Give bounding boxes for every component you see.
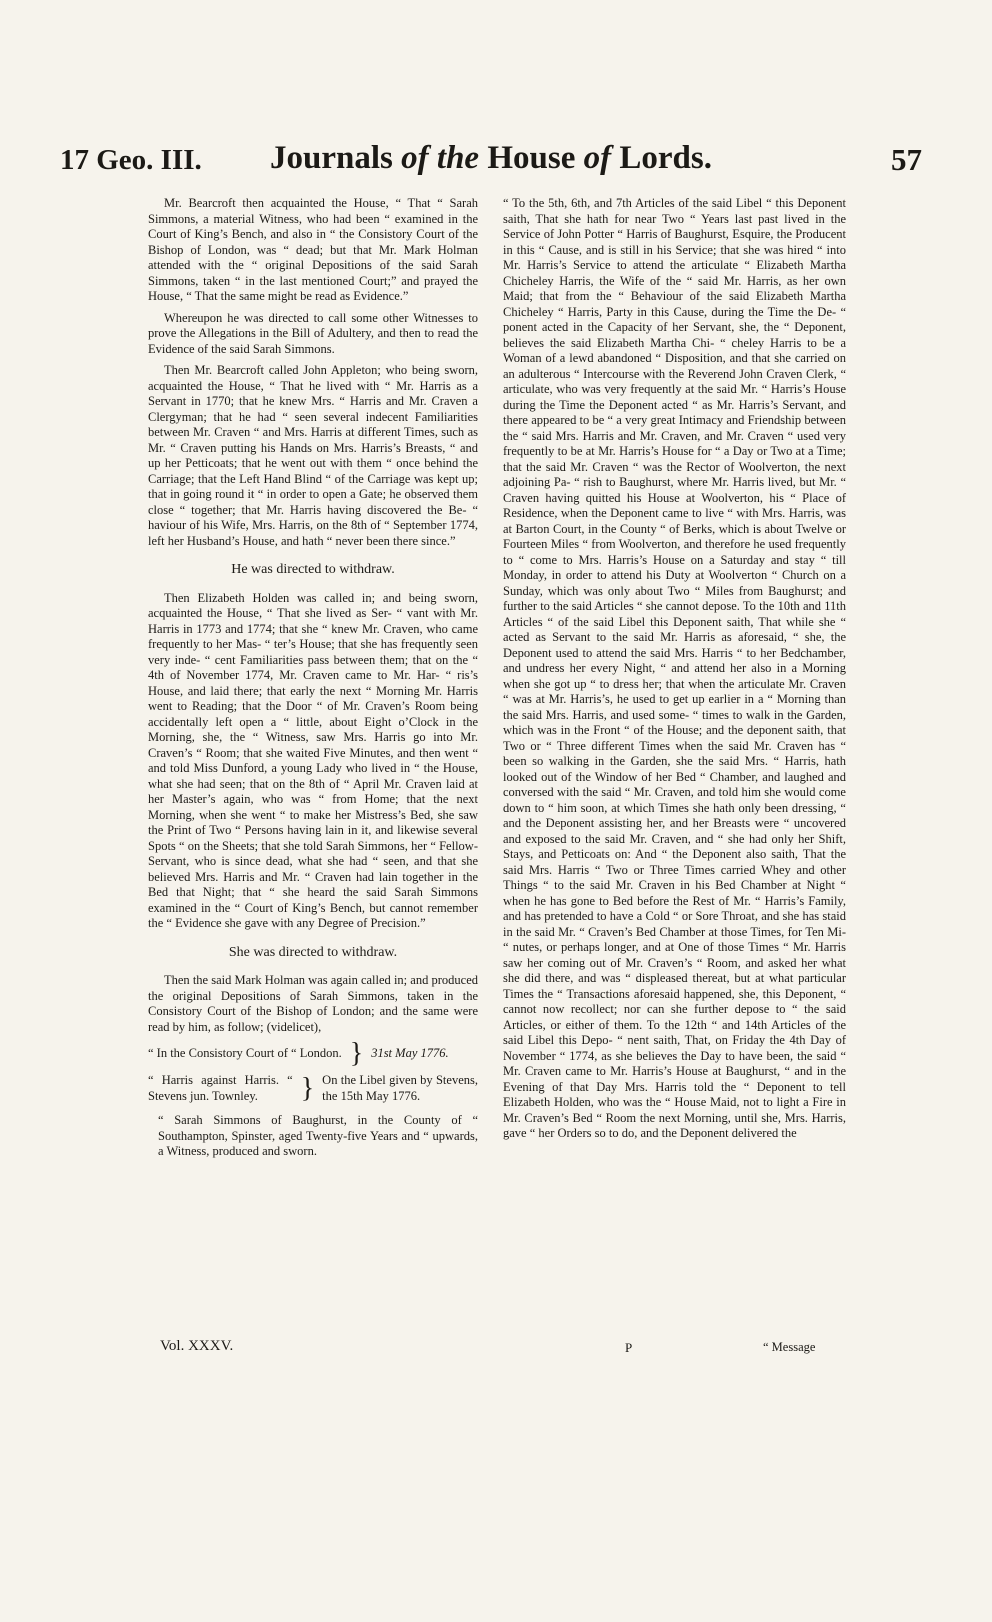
withdraw-note: She was directed to withdraw. [228, 944, 398, 960]
title-part-2: of the [401, 140, 480, 176]
paragraph: “ Sarah Simmons of Baughurst, in the County of “ Southampton, Spinster, aged Twenty-five Years and “ upwards, a Witness, produced and sworn. [158, 1113, 478, 1158]
paragraph: Then Elizabeth Holden was called in; and being sworn, acquainted the House, “ That she lived as Ser- “ vant with Mr. Harris in 1773 and 1774; that she “ knew Mr. Craven, who came frequently to her Mas- “ ter’s House; that she has frequently seen very inde- “ cent Familiarities pass between them; that on the “ 4th of November 1774, Mr. Craven came to Mr. Har- “ ris’s House, and laid there; that early the next “ Morning Mr. Harris went to Reading; that the Door “ of Mr. Craven’s Room being accidentally left open a “ little, about Eight o’Clock in the Morning, she, the “ Witness, saw Mrs. Harris go into Mr. Craven’s “ Room; that she waited Five Minutes, and then went “ and told Miss Dunford, a young Lady who lived in “ the House, what she had seen; that on the 8th of “ April Mr. Craven laid at her Master’s again, who was “ from Home; that the next Morning, when she went “ to make her Mistress’s Bed, she saw the Print of Two “ Persons having lain in it, and likewise several Spots “ on the Sheets; that she told Sarah Simmons, her “ Fellow-Servant, who is since dead, what she had “ seen, and that she believed Mrs. Harris and Mr. “ Craven had lain together in the Bed that Night; that “ she heard the said Sarah Simmons examined in the “ Court of King’s Bench, but cannot remember the “ Evidence she gave with any Degree of Precision.” [148, 590, 478, 930]
right-column [493, 196, 846, 1148]
brace-icon: } [300, 1072, 315, 1104]
paragraph: Mr. Bearcroft then acquainted the House, “ That “ Sarah Simmons, a material Witness, who had been “ examined in the Court of King’s Bench, and also in “ the Consistory Court of the Bishop of London, was “ dead; but that Mr. Mark Holman attended with the “ original Depositions of the said Sarah Simmons, taken “ in the last mentioned Court;” and prayed the House, “ That the same might be read as Evidence.” [148, 196, 478, 303]
title-part-4: of [583, 140, 612, 176]
caption-left: “ Harris against Harris. “ Stevens jun. Townley. [148, 1073, 293, 1103]
caption-right: On the Libel given by Stevens, the 15th May 1776. [322, 1073, 478, 1103]
signature-mark: P [625, 1340, 633, 1355]
case-caption [148, 1073, 478, 1104]
paragraph: Whereupon he was directed to call some other Witnesses to prove the Allegations in the Bill of Adultery, and then to read the Evidence of the said Sarah Simmons. [148, 310, 478, 356]
regnal-year: 17 Geo. III. [60, 144, 202, 176]
journal-title [60, 140, 922, 177]
running-head [60, 140, 922, 190]
court-caption [148, 1038, 478, 1069]
caption-right: 31st May 1776. [371, 1046, 449, 1061]
caption-left: “ In the Consistory Court of “ London. [148, 1046, 342, 1061]
title-part-5: Lords. [611, 140, 712, 176]
volume-number: Vol. XXXV. [160, 1338, 234, 1354]
page-number: 57 [891, 142, 922, 177]
paragraph: Then the said Mark Holman was again called in; and produced the original Depositions of Sarah Simmons, taken in the Consistory Court of the Bishop of London; and the same were read by him, as follow; (videlicet), [148, 973, 478, 1034]
brace-icon: } [349, 1038, 364, 1069]
left-column [148, 196, 478, 1166]
withdraw-note: He was directed to withdraw. [231, 562, 395, 577]
title-part-1: Journals [270, 140, 402, 176]
deposition-text: “ To the 5th, 6th, and 7th Articles of the said Libel “ this Deponent saith, That she hath for near Two “ Years last past lived in the Service of John Potter “ Harris of Baughurst, Esquire, the Producent in this “ Cause, and is still in his Service; that she was hired “ into Mr. Harris’s Service to attend the articulate “ Elizabeth Martha Chicheley Harris, the Wife of the “ said Mr. Harris, as her own Maid; that from the “ Behaviour of the said Elizabeth Martha Chicheley “ Harris, Party in this Cause, during the Time the De- “ ponent acted in the Capacity of her Servant, she, the “ Deponent, believes the said Elizabeth Martha Chi- “ cheley Harris to be a Woman of a lewd abandoned “ Disposition, and that she carried on an adulterous “ Intercourse with the Reverend John Craven Clerk, “ articulate, who was very frequently at the said Mr. “ Harris’s House during the Time the Deponent acted “ as Mr. Harris’s Servant, and there appeared to be “ a very great Intimacy and Friendship between the “ said Mrs. Harris and Mr. Craven, and Mr. Craven “ used very frequently to be at Mr. Harris’s House for “ a Day or Two at a Time; that the said Mr. Craven “ was the Rector of Woolverton, the next adjoining Pa- “ rish to Baughurst, where Mr. Harris lived, but Mr. “ Craven having quitted his House at Woolverton, his “ Place of Residence, when the Deponent came to live “ with Mrs. Harris, was at Barton Court, in the County “ of Berks, which is about Twelve or Fourteen Miles “ from Woolverton, and therefore he used frequently to “ come to Mrs. Harris’s House on a Saturday and stay “ till Monday, in order to attend his Duty at Woolverton “ Church on a Sunday, which was only about Two “ Miles from Baughurst; and further to the said Articles “ she cannot depose. To the 10th and 11th Articles “ of the said Libel this Deponent saith, That while she “ acted as Servant to the said Mr. Harris as aforesaid, “ she, the Deponent used to attend the said Mrs. Harris “ to her Bedchamber, and undress her every Night, “ and attend her also in a Morning when she got up “ to dress her; that when the articulate Mr. Craven “ was at Mr. Harris’s, he used to get up earlier in a “ Morning than the said Mrs. Harris, and used some- “ times to walk in the Garden, which was in the Front “ of the House; and the deponent saith, that Two or “ Three different Times when the said Mr. Craven has “ been so walking in the Garden, she the said Mrs. “ Harris, hath looked out of the Window of her Bed “ Chamber, and laughed and conversed with the said “ Mr. Craven, and told him she would come down to “ him soon, at which Times she hath only been dressing, “ and the Deponent assisting her, and her Breasts were “ uncovered and exposed to the said Mr. Craven, and “ she had only her Shift, Stays, and Petticoats on: And “ the Deponent also saith, That the said Mrs. Harris “ Two or Three Times carried Whey and other Things “ to the said Mr. Craven in his Bed Chamber at Night “ when he has gone to Bed before the Rest of Mr. “ Harris’s Family, and has pretended to have a Cold “ or Sore Throat, and she has staid in the said Mr. “ Craven’s Bed Chamber at those Times, for Ten Mi- “ nutes, or perhaps longer, and at One of those Times “ Mr. Harris saw her coming out of Mr. Craven’s “ Room, and asked her what she did there, and was “ displeased thereat, but at what particular Times the “ Transactions aforesaid happened, she, this Deponent, “ cannot now recollect; nor can she further depose to “ the said Articles, or either of them. To the 12th “ and 14th Articles of the said Libel this Depo- “ nent saith, That, on Friday the 4th Day of November “ 1774, as she believes the Day to have been, the said “ Mr. Craven came to Mr. Harris’s House at Baughurst, “ and in the Evening of that Day Mrs. Harris told the “ Deponent to tell Elizabeth Holden, who was the “ House Maid, not to light a Fire in Mr. Craven’s Bed “ Room the next Morning, until she, Mrs. Harris, gave “ her Orders so to do, and the Deponent delivered the [503, 196, 846, 1140]
paragraph: Then Mr. Bearcroft called John Appleton; who being sworn, acquainted the House, “ That he lived with “ Mr. Harris as a Servant in 1770; that he knew Mrs. “ Harris and Mr. Craven a Clergyman; that he had “ seen several indecent Familiarities between Mr. Craven “ and Mrs. Harris at different Times, such as Mr. “ Craven putting his Hands on Mrs. Harris’s Breasts, “ and up her Petticoats; that he went out with them “ once behind the Carriage; that the Left Hand Blind “ of the Carriage was kept up; that in going round it “ in order to open a Gate; he observed them close “ together; that Mr. Harris having discovered the Be- “ haviour of his Wife, Mrs. Harris, on the 8th of “ September 1774, left her Husband’s House, and hath “ never been there since.” [148, 363, 478, 548]
title-part-3: House [479, 140, 584, 176]
catchword: “ Message [763, 1340, 816, 1354]
